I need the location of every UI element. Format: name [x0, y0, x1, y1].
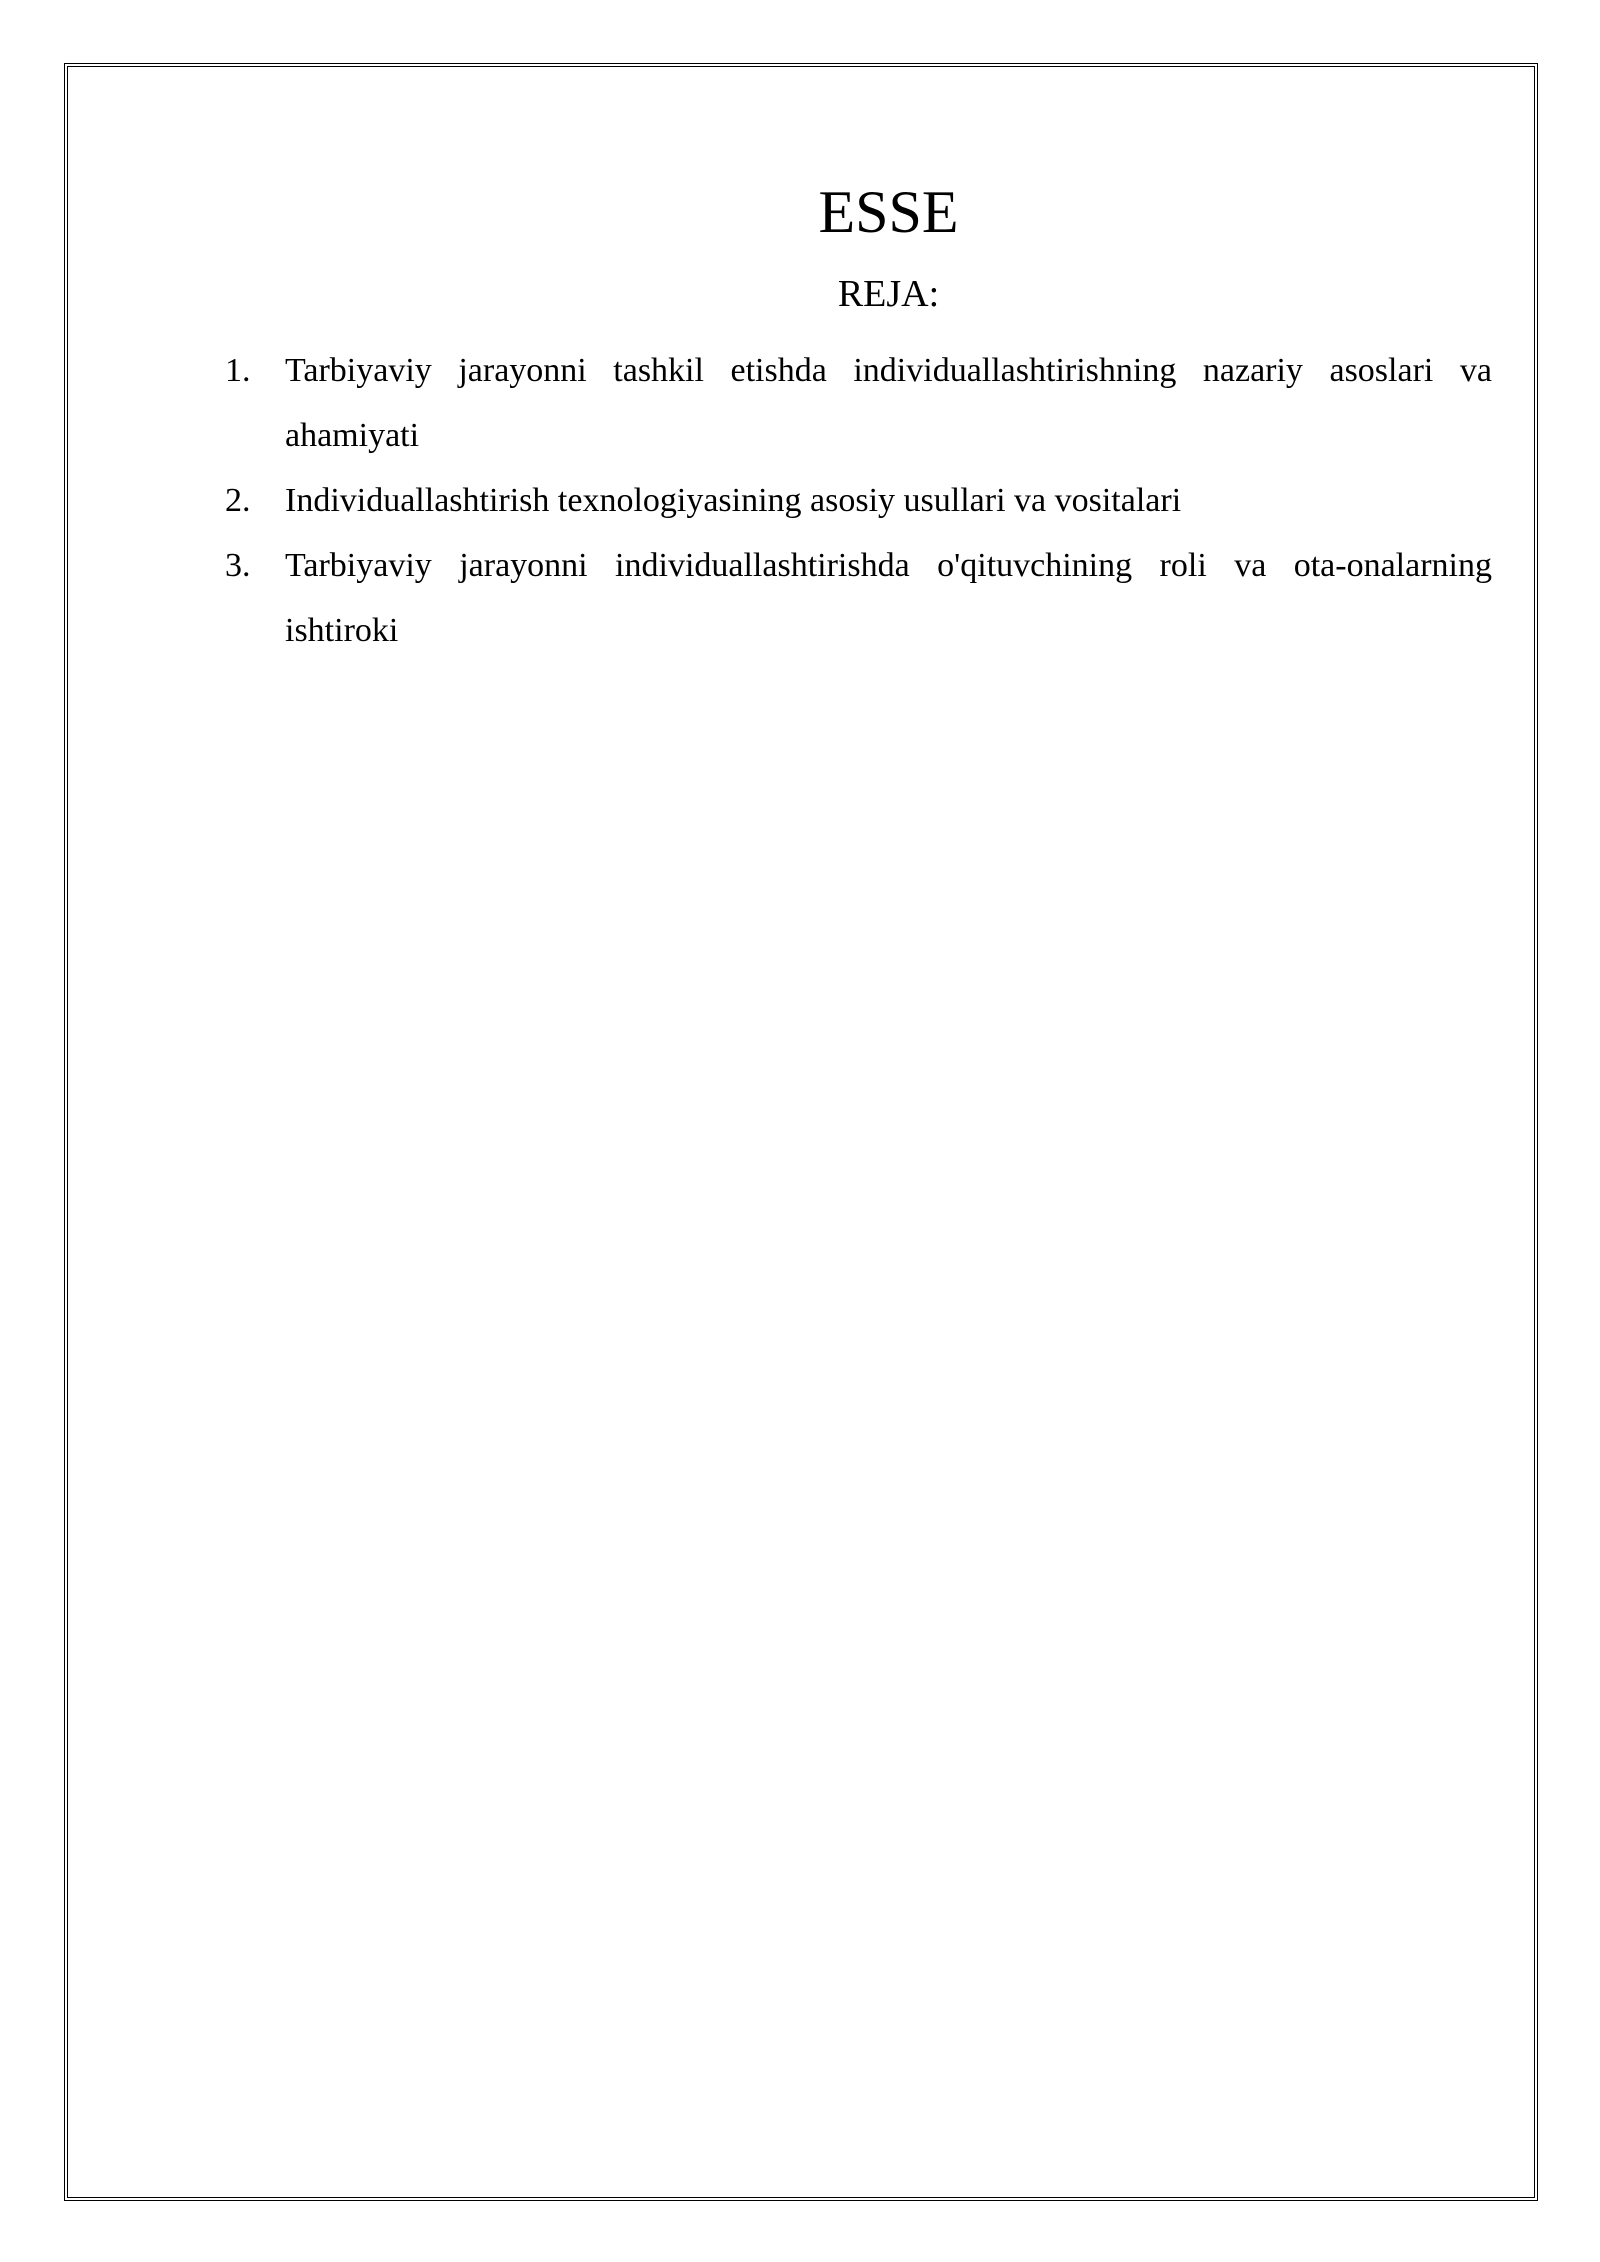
plan-item-number: 2.	[225, 482, 251, 519]
document-title: ESSE	[818, 179, 959, 245]
plan-list	[225, 338, 1492, 663]
document-content	[225, 170, 1492, 663]
plan-item-text: Tarbiyaviy jarayonni individuallashtirishda o'qituvchining roli va ota-onalarning ishtiroki	[285, 547, 1492, 649]
plan-item-number: 1.	[225, 352, 251, 389]
plan-item	[225, 533, 1492, 663]
plan-item	[225, 338, 1492, 468]
plan-item-text: Tarbiyaviy jarayonni tashkil etishda individuallashtirishning nazariy asoslari va ahamiyati	[285, 352, 1492, 454]
plan-heading: REJA:	[837, 273, 940, 315]
plan-item-text: Individuallashtirish texnologiyasining asosiy usullari va vositalari	[285, 482, 1182, 519]
plan-item-number: 3.	[225, 547, 251, 584]
plan-item	[225, 468, 1492, 533]
